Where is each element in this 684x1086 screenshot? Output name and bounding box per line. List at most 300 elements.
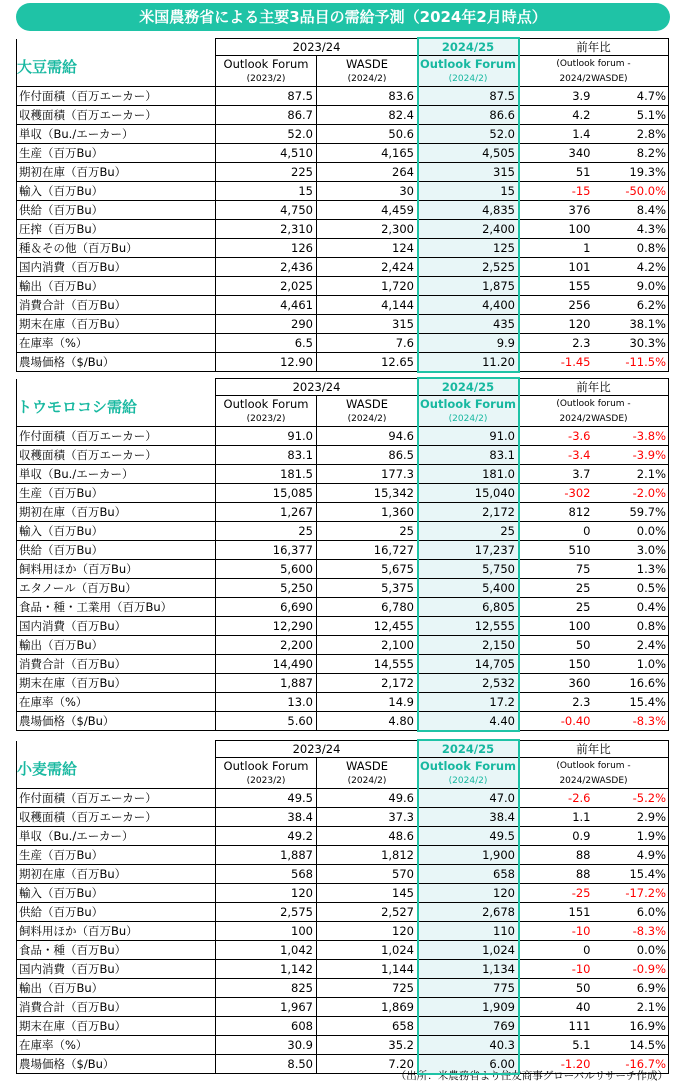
outlook-prev-value: 181.5: [216, 465, 317, 484]
table-row: [17, 125, 669, 144]
yoy-pct: 6.2%: [594, 296, 669, 315]
yoy-note: (Outlook forum -: [519, 758, 669, 775]
wheat-table: [16, 740, 669, 1074]
yoy-pct: 6.0%: [594, 903, 669, 922]
yoy-diff: 1.1: [519, 808, 594, 827]
row-label: 生産（百万Bu）: [17, 144, 216, 163]
wasde-date: (2024/2): [317, 774, 418, 789]
yoy-diff: 0: [519, 522, 594, 541]
outlook-next-date: (2024/2): [418, 412, 519, 427]
yoy-diff: 50: [519, 979, 594, 998]
row-label: 消費合計（百万Bu）: [17, 998, 216, 1017]
outlook-prev-value: 1,967: [216, 998, 317, 1017]
table-row: [17, 201, 669, 220]
table-row: [17, 106, 669, 125]
outlook-prev-value: 49.5: [216, 789, 317, 808]
yoy-pct: 15.4%: [594, 693, 669, 712]
row-label: 食品・種（百万Bu）: [17, 941, 216, 960]
yoy-note: (Outlook forum -: [519, 396, 669, 413]
outlook-next-value: 1,024: [418, 941, 519, 960]
outlook-prev-value: 1,267: [216, 503, 317, 522]
yoy-pct: -3.9%: [594, 446, 669, 465]
table-row: [17, 655, 669, 674]
table-row: [17, 541, 669, 560]
outlook-next-value: 5,750: [418, 560, 519, 579]
yoy-diff: -1.45: [519, 353, 594, 372]
outlook-next-value: 47.0: [418, 789, 519, 808]
yoy-pct: -16.7%: [594, 1055, 669, 1074]
yoy-pct: -11.5%: [594, 353, 669, 372]
year-next-header: 2024/25: [418, 379, 519, 396]
table-row: [17, 789, 669, 808]
wasde-value: 83.6: [317, 87, 418, 106]
row-label: 消費合計（百万Bu）: [17, 296, 216, 315]
table-row: [17, 315, 669, 334]
yoy-pct: -50.0%: [594, 182, 669, 201]
yoy-diff: 0.9: [519, 827, 594, 846]
table-row: [17, 87, 669, 106]
outlook-next-value: 2,150: [418, 636, 519, 655]
soybean-table: [16, 38, 669, 372]
section-title-spacer: [17, 741, 216, 758]
table-row: [17, 636, 669, 655]
outlook-date: (2023/2): [216, 412, 317, 427]
yoy-diff: 25: [519, 598, 594, 617]
yoy-header: 前年比: [519, 39, 669, 56]
row-label: 農場価格（$/Bu）: [17, 712, 216, 731]
outlook-prev-value: 2,436: [216, 258, 317, 277]
outlook-prev-value: 1,142: [216, 960, 317, 979]
outlook-next-value: 2,525: [418, 258, 519, 277]
row-label: 供給（百万Bu）: [17, 201, 216, 220]
table-row: [17, 674, 669, 693]
yoy-pct: 2.1%: [594, 998, 669, 1017]
outlook-prev-value: 87.5: [216, 87, 317, 106]
wasde-value: 94.6: [317, 427, 418, 446]
yoy-pct: 1.9%: [594, 827, 669, 846]
table-row: [17, 1036, 669, 1055]
outlook-prev-value: 8.50: [216, 1055, 317, 1074]
outlook-prev-value: 126: [216, 239, 317, 258]
table-row: [17, 220, 669, 239]
yoy-diff: 256: [519, 296, 594, 315]
outlook-forum-header: Outlook Forum: [216, 758, 317, 775]
row-label: 単収（Bu./エーカー）: [17, 465, 216, 484]
outlook-prev-value: 1,887: [216, 846, 317, 865]
yoy-diff: 510: [519, 541, 594, 560]
row-label: 生産（百万Bu）: [17, 484, 216, 503]
wasde-value: 30: [317, 182, 418, 201]
yoy-diff: 2.3: [519, 693, 594, 712]
table-row: [17, 239, 669, 258]
yoy-header: 前年比: [519, 379, 669, 396]
table-row: [17, 998, 669, 1017]
yoy-diff: -1.20: [519, 1055, 594, 1074]
row-label: 消費合計（百万Bu）: [17, 655, 216, 674]
yoy-pct: 30.3%: [594, 334, 669, 353]
row-label: 在庫率（%）: [17, 1036, 216, 1055]
yoy-diff: 88: [519, 846, 594, 865]
table-row: [17, 598, 669, 617]
yoy-pct: -8.3%: [594, 922, 669, 941]
table-row: [17, 808, 669, 827]
outlook-next-value: 15,040: [418, 484, 519, 503]
wasde-header: WASDE: [317, 56, 418, 73]
row-label: 国内消費（百万Bu）: [17, 617, 216, 636]
row-label: 供給（百万Bu）: [17, 903, 216, 922]
yoy-diff: 120: [519, 315, 594, 334]
wasde-value: 264: [317, 163, 418, 182]
yoy-diff: 111: [519, 1017, 594, 1036]
yoy-diff: 155: [519, 277, 594, 296]
yoy-pct: 4.7%: [594, 87, 669, 106]
wasde-value: 4.80: [317, 712, 418, 731]
wasde-value: 2,300: [317, 220, 418, 239]
yoy-pct: 59.7%: [594, 503, 669, 522]
table-row: [17, 1017, 669, 1036]
outlook-next-value: 9.9: [418, 334, 519, 353]
outlook-next-value: 12,555: [418, 617, 519, 636]
outlook-prev-value: 1,042: [216, 941, 317, 960]
yoy-pct: 14.5%: [594, 1036, 669, 1055]
yoy-diff: 5.1: [519, 1036, 594, 1055]
wasde-value: 5,675: [317, 560, 418, 579]
outlook-next-value: 435: [418, 315, 519, 334]
outlook-next-value: 2,400: [418, 220, 519, 239]
wasde-value: 1,869: [317, 998, 418, 1017]
outlook-next-value: 181.0: [418, 465, 519, 484]
yoy-pct: -8.3%: [594, 712, 669, 731]
yoy-pct: 0.0%: [594, 941, 669, 960]
wasde-value: 14.9: [317, 693, 418, 712]
outlook-prev-value: 12,290: [216, 617, 317, 636]
outlook-prev-value: 5.60: [216, 712, 317, 731]
yoy-pct: 0.4%: [594, 598, 669, 617]
outlook-prev-value: 25: [216, 522, 317, 541]
outlook-prev-value: 2,310: [216, 220, 317, 239]
row-label: 輸入（百万Bu）: [17, 884, 216, 903]
row-label: 生産（百万Bu）: [17, 846, 216, 865]
outlook-next-value: 6,805: [418, 598, 519, 617]
table-row: [17, 465, 669, 484]
outlook-forum-next-header: Outlook Forum: [418, 396, 519, 413]
yoy-diff: -10: [519, 922, 594, 941]
row-label: 収穫面積（百万エーカー）: [17, 808, 216, 827]
wasde-value: 725: [317, 979, 418, 998]
yoy-pct: 1.3%: [594, 560, 669, 579]
outlook-prev-value: 120: [216, 884, 317, 903]
outlook-next-value: 4,835: [418, 201, 519, 220]
wasde-value: 2,172: [317, 674, 418, 693]
outlook-prev-value: 38.4: [216, 808, 317, 827]
outlook-next-value: 14,705: [418, 655, 519, 674]
outlook-prev-value: 86.7: [216, 106, 317, 125]
yoy-pct: 8.2%: [594, 144, 669, 163]
outlook-prev-value: 5,250: [216, 579, 317, 598]
wasde-value: 145: [317, 884, 418, 903]
yoy-pct: 0.0%: [594, 522, 669, 541]
outlook-date: (2023/2): [216, 72, 317, 87]
wasde-value: 1,024: [317, 941, 418, 960]
yoy-pct: 4.2%: [594, 258, 669, 277]
table-row: [17, 922, 669, 941]
row-label: 期初在庫（百万Bu）: [17, 503, 216, 522]
wasde-value: 570: [317, 865, 418, 884]
wasde-value: 1,144: [317, 960, 418, 979]
outlook-next-value: 25: [418, 522, 519, 541]
table-row: [17, 182, 669, 201]
yoy-diff: -25: [519, 884, 594, 903]
yoy-diff: 25: [519, 579, 594, 598]
wasde-value: 6,780: [317, 598, 418, 617]
outlook-prev-value: 4,750: [216, 201, 317, 220]
wasde-value: 12,455: [317, 617, 418, 636]
row-label: 作付面積（百万エーカー）: [17, 789, 216, 808]
table-row: [17, 296, 669, 315]
outlook-prev-value: 4,461: [216, 296, 317, 315]
row-label: 期末在庫（百万Bu）: [17, 315, 216, 334]
outlook-next-value: 120: [418, 884, 519, 903]
row-label: 期初在庫（百万Bu）: [17, 865, 216, 884]
year-prev-header: 2023/24: [216, 379, 418, 396]
yoy-diff: -15: [519, 182, 594, 201]
outlook-prev-value: 5,600: [216, 560, 317, 579]
table-row: [17, 865, 669, 884]
outlook-prev-value: 100: [216, 922, 317, 941]
outlook-prev-value: 16,377: [216, 541, 317, 560]
outlook-next-value: 1,900: [418, 846, 519, 865]
wasde-value: 25: [317, 522, 418, 541]
outlook-prev-value: 52.0: [216, 125, 317, 144]
year-next-header: 2024/25: [418, 741, 519, 758]
yoy-diff: 51: [519, 163, 594, 182]
row-label: 期末在庫（百万Bu）: [17, 674, 216, 693]
yoy-note: 2024/2WASDE): [519, 774, 669, 789]
yoy-diff: 50: [519, 636, 594, 655]
row-label: 期初在庫（百万Bu）: [17, 163, 216, 182]
outlook-next-value: 775: [418, 979, 519, 998]
yoy-pct: 2.8%: [594, 125, 669, 144]
yoy-pct: 1.0%: [594, 655, 669, 674]
wasde-date: (2024/2): [317, 72, 418, 87]
yoy-note: (Outlook forum -: [519, 56, 669, 73]
yoy-header: 前年比: [519, 741, 669, 758]
outlook-next-value: 87.5: [418, 87, 519, 106]
yoy-pct: 0.8%: [594, 239, 669, 258]
row-label: 単収（Bu./エーカー）: [17, 827, 216, 846]
wasde-header: WASDE: [317, 758, 418, 775]
yoy-pct: 0.5%: [594, 579, 669, 598]
yoy-pct: 8.4%: [594, 201, 669, 220]
yoy-diff: 1: [519, 239, 594, 258]
yoy-diff: 4.2: [519, 106, 594, 125]
table-row: [17, 903, 669, 922]
outlook-next-date: (2024/2): [418, 774, 519, 789]
wasde-value: 315: [317, 315, 418, 334]
yoy-pct: 19.3%: [594, 163, 669, 182]
outlook-prev-value: 6,690: [216, 598, 317, 617]
row-label: 飼料用ほか（百万Bu）: [17, 560, 216, 579]
outlook-forum-header: Outlook Forum: [216, 56, 317, 73]
wasde-value: 35.2: [317, 1036, 418, 1055]
outlook-next-value: 2,678: [418, 903, 519, 922]
page-title: 米国農務省による主要3品目の需給予測（2024年2月時点）: [16, 3, 670, 31]
yoy-pct: 16.6%: [594, 674, 669, 693]
wasde-value: 4,165: [317, 144, 418, 163]
yoy-pct: 0.8%: [594, 617, 669, 636]
table-row: [17, 427, 669, 446]
outlook-prev-value: 225: [216, 163, 317, 182]
outlook-next-value: 17.2: [418, 693, 519, 712]
wasde-value: 49.6: [317, 789, 418, 808]
yoy-pct: 2.4%: [594, 636, 669, 655]
table-row: [17, 484, 669, 503]
yoy-diff: 0: [519, 941, 594, 960]
outlook-forum-header: Outlook Forum: [216, 396, 317, 413]
row-label: 在庫率（%）: [17, 334, 216, 353]
section-title-spacer: [17, 379, 216, 396]
row-label: 飼料用ほか（百万Bu）: [17, 922, 216, 941]
table-row: [17, 446, 669, 465]
wasde-value: 1,360: [317, 503, 418, 522]
outlook-prev-value: 6.5: [216, 334, 317, 353]
outlook-next-value: 2,172: [418, 503, 519, 522]
wasde-value: 2,100: [317, 636, 418, 655]
yoy-diff: 2.3: [519, 334, 594, 353]
yoy-pct: 15.4%: [594, 865, 669, 884]
outlook-next-value: 315: [418, 163, 519, 182]
yoy-diff: -2.6: [519, 789, 594, 808]
outlook-prev-value: 2,575: [216, 903, 317, 922]
outlook-next-value: 1,909: [418, 998, 519, 1017]
outlook-prev-value: 290: [216, 315, 317, 334]
wasde-value: 2,424: [317, 258, 418, 277]
outlook-next-value: 86.6: [418, 106, 519, 125]
row-label: 作付面積（百万エーカー）: [17, 87, 216, 106]
row-label: 作付面積（百万エーカー）: [17, 427, 216, 446]
row-label: 単収（Bu./エーカー）: [17, 125, 216, 144]
outlook-prev-value: 568: [216, 865, 317, 884]
yoy-pct: 2.9%: [594, 808, 669, 827]
wasde-value: 12.65: [317, 353, 418, 372]
row-label: 収穫面積（百万エーカー）: [17, 446, 216, 465]
yoy-diff: 3.9: [519, 87, 594, 106]
wasde-value: 4,144: [317, 296, 418, 315]
yoy-pct: 3.0%: [594, 541, 669, 560]
table-row: [17, 560, 669, 579]
row-label: 期末在庫（百万Bu）: [17, 1017, 216, 1036]
wasde-value: 4,459: [317, 201, 418, 220]
outlook-forum-next-header: Outlook Forum: [418, 56, 519, 73]
outlook-next-value: 15: [418, 182, 519, 201]
outlook-prev-value: 83.1: [216, 446, 317, 465]
yoy-diff: 812: [519, 503, 594, 522]
wasde-value: 2,527: [317, 903, 418, 922]
yoy-diff: 100: [519, 220, 594, 239]
wasde-value: 86.5: [317, 446, 418, 465]
yoy-diff: 340: [519, 144, 594, 163]
outlook-next-value: 38.4: [418, 808, 519, 827]
row-label: エタノール（百万Bu）: [17, 579, 216, 598]
outlook-prev-value: 2,025: [216, 277, 317, 296]
wasde-value: 82.4: [317, 106, 418, 125]
wasde-value: 48.6: [317, 827, 418, 846]
table-row: [17, 941, 669, 960]
table-row: [17, 579, 669, 598]
outlook-next-value: 49.5: [418, 827, 519, 846]
yoy-diff: -10: [519, 960, 594, 979]
wasde-value: 7.20: [317, 1055, 418, 1074]
outlook-prev-value: 12.90: [216, 353, 317, 372]
table-row: [17, 353, 669, 372]
outlook-next-value: 6.00: [418, 1055, 519, 1074]
outlook-date: (2023/2): [216, 774, 317, 789]
section-title: 小麦需給: [17, 758, 216, 789]
row-label: 輸入（百万Bu）: [17, 182, 216, 201]
outlook-prev-value: 13.0: [216, 693, 317, 712]
outlook-next-value: 91.0: [418, 427, 519, 446]
yoy-diff: 376: [519, 201, 594, 220]
yoy-pct: 16.9%: [594, 1017, 669, 1036]
outlook-prev-value: 49.2: [216, 827, 317, 846]
table-row: [17, 163, 669, 182]
wasde-value: 1,812: [317, 846, 418, 865]
yoy-pct: 9.0%: [594, 277, 669, 296]
outlook-next-value: 4.40: [418, 712, 519, 731]
yoy-diff: 1.4: [519, 125, 594, 144]
section-title-spacer: [17, 39, 216, 56]
yoy-diff: 360: [519, 674, 594, 693]
row-label: 輸入（百万Bu）: [17, 522, 216, 541]
yoy-pct: 4.3%: [594, 220, 669, 239]
outlook-next-value: 17,237: [418, 541, 519, 560]
table-row: [17, 617, 669, 636]
yoy-pct: 5.1%: [594, 106, 669, 125]
outlook-prev-value: 14,490: [216, 655, 317, 674]
row-label: 圧搾（百万Bu）: [17, 220, 216, 239]
outlook-prev-value: 15,085: [216, 484, 317, 503]
row-label: 種＆その他（百万Bu）: [17, 239, 216, 258]
row-label: 食品・種・工業用（百万Bu）: [17, 598, 216, 617]
row-label: 在庫率（%）: [17, 693, 216, 712]
outlook-prev-value: 30.9: [216, 1036, 317, 1055]
year-next-header: 2024/25: [418, 39, 519, 56]
section-title: 大豆需給: [17, 56, 216, 87]
outlook-next-value: 769: [418, 1017, 519, 1036]
yoy-pct: 6.9%: [594, 979, 669, 998]
table-row: [17, 827, 669, 846]
wasde-value: 7.6: [317, 334, 418, 353]
wasde-value: 37.3: [317, 808, 418, 827]
outlook-prev-value: 15: [216, 182, 317, 201]
yoy-pct: -2.0%: [594, 484, 669, 503]
outlook-prev-value: 91.0: [216, 427, 317, 446]
outlook-next-value: 52.0: [418, 125, 519, 144]
row-label: 農場価格（$/Bu）: [17, 353, 216, 372]
row-label: 輸出（百万Bu）: [17, 277, 216, 296]
table-row: [17, 144, 669, 163]
yoy-diff: -0.40: [519, 712, 594, 731]
row-label: 供給（百万Bu）: [17, 541, 216, 560]
outlook-next-value: 40.3: [418, 1036, 519, 1055]
outlook-prev-value: 1,887: [216, 674, 317, 693]
outlook-next-value: 5,400: [418, 579, 519, 598]
outlook-next-value: 4,400: [418, 296, 519, 315]
outlook-next-value: 658: [418, 865, 519, 884]
row-label: 輸出（百万Bu）: [17, 979, 216, 998]
yoy-pct: -0.9%: [594, 960, 669, 979]
outlook-next-date: (2024/2): [418, 72, 519, 87]
